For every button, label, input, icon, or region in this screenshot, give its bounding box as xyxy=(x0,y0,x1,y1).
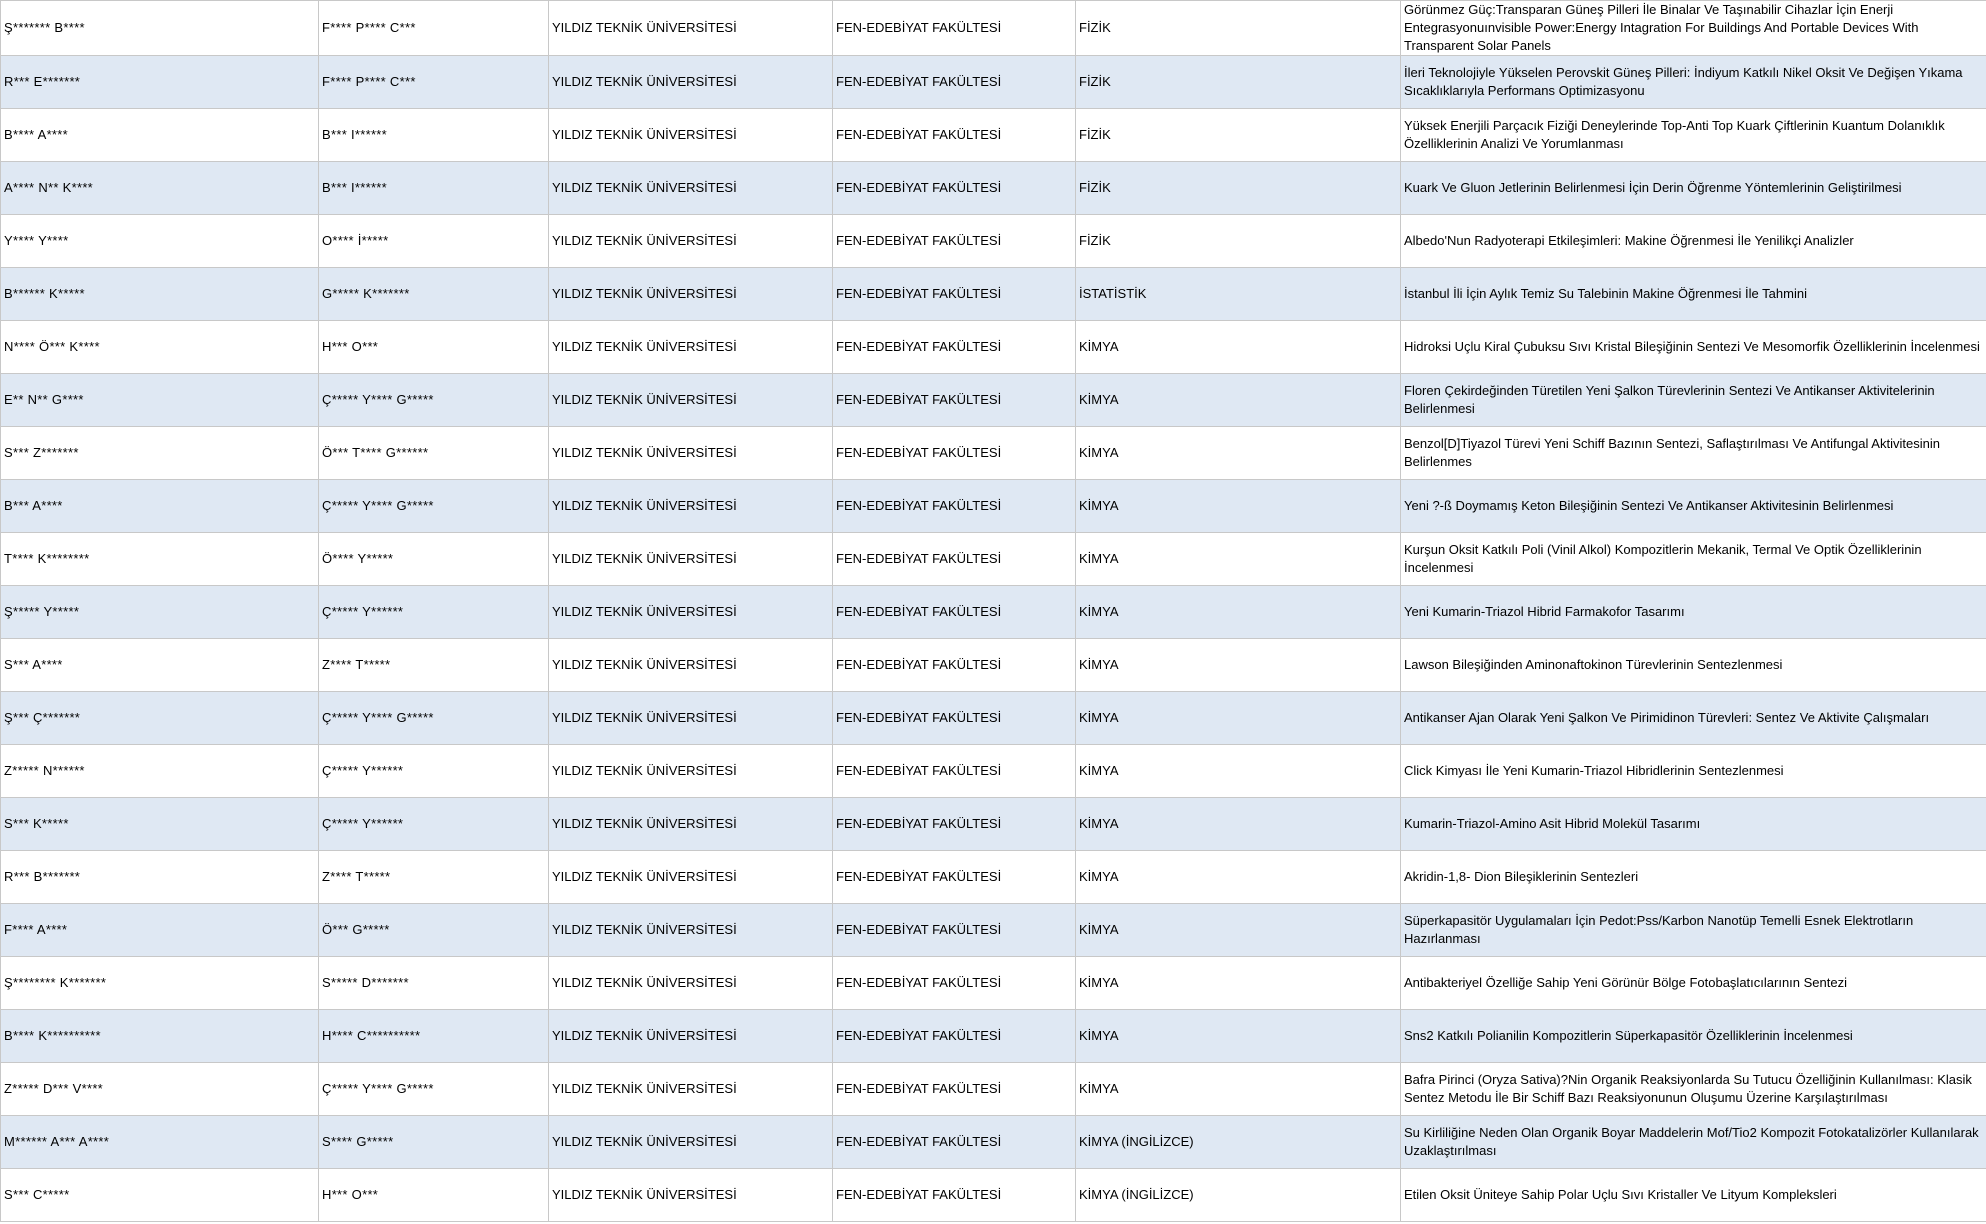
student-name-cell[interactable]: R*** B******* xyxy=(1,851,319,904)
university-cell[interactable]: YILDIZ TEKNİK ÜNİVERSİTESİ xyxy=(549,745,833,798)
faculty-cell[interactable]: FEN-EDEBİYAT FAKÜLTESİ xyxy=(833,162,1076,215)
department-cell[interactable]: KİMYA xyxy=(1076,321,1401,374)
faculty-cell[interactable]: FEN-EDEBİYAT FAKÜLTESİ xyxy=(833,215,1076,268)
table-row[interactable] xyxy=(1,692,1986,745)
table-row[interactable] xyxy=(1,321,1986,374)
thesis-title-cell[interactable]: Benzol[D]Tiyazol Türevi Yeni Schiff Bazının Sentezi, Saflaştırılması Ve Antifungal Aktivitesinin Belirlenmes xyxy=(1401,427,1986,480)
table-row[interactable] xyxy=(1,1,1986,56)
faculty-cell[interactable]: FEN-EDEBİYAT FAKÜLTESİ xyxy=(833,56,1076,109)
table-row[interactable] xyxy=(1,798,1986,851)
university-cell[interactable]: YILDIZ TEKNİK ÜNİVERSİTESİ xyxy=(549,374,833,427)
faculty-cell[interactable]: FEN-EDEBİYAT FAKÜLTESİ xyxy=(833,1010,1076,1063)
university-cell[interactable]: YILDIZ TEKNİK ÜNİVERSİTESİ xyxy=(549,586,833,639)
department-cell[interactable]: İSTATİSTİK xyxy=(1076,268,1401,321)
student-name-cell[interactable]: Y**** Y**** xyxy=(1,215,319,268)
faculty-cell[interactable]: FEN-EDEBİYAT FAKÜLTESİ xyxy=(833,1169,1076,1222)
advisor-name-cell[interactable]: Ç***** Y**** G***** xyxy=(319,1063,549,1116)
university-cell[interactable]: YILDIZ TEKNİK ÜNİVERSİTESİ xyxy=(549,1010,833,1063)
thesis-title-cell[interactable]: Lawson Bileşiğinden Aminonaftokinon Türevlerinin Sentezlenmesi xyxy=(1401,639,1986,692)
university-cell[interactable]: YILDIZ TEKNİK ÜNİVERSİTESİ xyxy=(549,692,833,745)
faculty-cell[interactable]: FEN-EDEBİYAT FAKÜLTESİ xyxy=(833,427,1076,480)
department-cell[interactable]: KİMYA xyxy=(1076,957,1401,1010)
thesis-title-cell[interactable]: Yeni Kumarin-Triazol Hibrid Farmakofor Tasarımı xyxy=(1401,586,1986,639)
thesis-title-cell[interactable]: Floren Çekirdeğinden Türetilen Yeni Şalkon Türevlerinin Sentezi Ve Antikanser Aktivitelerinin Belirlenmesi xyxy=(1401,374,1986,427)
faculty-cell[interactable]: FEN-EDEBİYAT FAKÜLTESİ xyxy=(833,321,1076,374)
university-cell[interactable]: YILDIZ TEKNİK ÜNİVERSİTESİ xyxy=(549,162,833,215)
university-cell[interactable]: YILDIZ TEKNİK ÜNİVERSİTESİ xyxy=(549,321,833,374)
faculty-cell[interactable]: FEN-EDEBİYAT FAKÜLTESİ xyxy=(833,1116,1076,1169)
thesis-title-cell[interactable]: Antibakteriyel Özelliğe Sahip Yeni Görünür Bölge Fotobaşlatıcılarının Sentezi xyxy=(1401,957,1986,1010)
student-name-cell[interactable]: S*** C***** xyxy=(1,1169,319,1222)
faculty-cell[interactable]: FEN-EDEBİYAT FAKÜLTESİ xyxy=(833,904,1076,957)
faculty-cell[interactable]: FEN-EDEBİYAT FAKÜLTESİ xyxy=(833,957,1076,1010)
university-cell[interactable]: YILDIZ TEKNİK ÜNİVERSİTESİ xyxy=(549,798,833,851)
university-cell[interactable]: YILDIZ TEKNİK ÜNİVERSİTESİ xyxy=(549,109,833,162)
table-row[interactable] xyxy=(1,480,1986,533)
table-row[interactable] xyxy=(1,1010,1986,1063)
university-cell[interactable]: YILDIZ TEKNİK ÜNİVERSİTESİ xyxy=(549,215,833,268)
thesis-title-cell[interactable]: Antikanser Ajan Olarak Yeni Şalkon Ve Pirimidinon Türevleri: Sentez Ve Aktivite Çalışmaları xyxy=(1401,692,1986,745)
advisor-name-cell[interactable]: G***** K******* xyxy=(319,268,549,321)
faculty-cell[interactable]: FEN-EDEBİYAT FAKÜLTESİ xyxy=(833,745,1076,798)
department-cell[interactable]: KİMYA xyxy=(1076,1063,1401,1116)
thesis-title-cell[interactable]: Etilen Oksit Üniteye Sahip Polar Uçlu Sıvı Kristaller Ve Lityum Kompleksleri xyxy=(1401,1169,1986,1222)
advisor-name-cell[interactable]: H*** O*** xyxy=(319,321,549,374)
university-cell[interactable]: YILDIZ TEKNİK ÜNİVERSİTESİ xyxy=(549,1063,833,1116)
student-name-cell[interactable]: B*** A**** xyxy=(1,480,319,533)
university-cell[interactable]: YILDIZ TEKNİK ÜNİVERSİTESİ xyxy=(549,268,833,321)
faculty-cell[interactable]: FEN-EDEBİYAT FAKÜLTESİ xyxy=(833,533,1076,586)
faculty-cell[interactable]: FEN-EDEBİYAT FAKÜLTESİ xyxy=(833,639,1076,692)
student-name-cell[interactable]: N**** Ö*** K**** xyxy=(1,321,319,374)
university-cell[interactable]: YILDIZ TEKNİK ÜNİVERSİTESİ xyxy=(549,427,833,480)
student-name-cell[interactable]: Ş*** Ç******* xyxy=(1,692,319,745)
thesis-title-cell[interactable]: Kuark Ve Gluon Jetlerinin Belirlenmesi İçin Derin Öğrenme Yöntemlerinin Geliştirilmesi xyxy=(1401,162,1986,215)
department-cell[interactable]: KİMYA xyxy=(1076,745,1401,798)
faculty-cell[interactable]: FEN-EDEBİYAT FAKÜLTESİ xyxy=(833,268,1076,321)
faculty-cell[interactable]: FEN-EDEBİYAT FAKÜLTESİ xyxy=(833,1,1076,56)
student-name-cell[interactable]: S*** A**** xyxy=(1,639,319,692)
thesis-title-cell[interactable]: Su Kirliliğine Neden Olan Organik Boyar Maddelerin Mof/Tio2 Kompozit Fotokatalizörler Kullanılarak Uzaklaştırılması xyxy=(1401,1116,1986,1169)
student-name-cell[interactable]: Ş******* B**** xyxy=(1,1,319,56)
faculty-cell[interactable]: FEN-EDEBİYAT FAKÜLTESİ xyxy=(833,480,1076,533)
department-cell[interactable]: FİZİK xyxy=(1076,162,1401,215)
university-cell[interactable]: YILDIZ TEKNİK ÜNİVERSİTESİ xyxy=(549,480,833,533)
department-cell[interactable]: KİMYA xyxy=(1076,586,1401,639)
thesis-title-cell[interactable]: Yeni ?-ß Doymamış Keton Bileşiğinin Sentezi Ve Antikanser Aktivitesinin Belirlenmesi xyxy=(1401,480,1986,533)
table-row[interactable] xyxy=(1,427,1986,480)
thesis-title-cell[interactable]: İleri Teknolojiyle Yükselen Perovskit Güneş Pilleri: İndiyum Katkılı Nikel Oksit Ve Değişen Yıkama Sıcaklıklarıyla Performans Optimizasyonu xyxy=(1401,56,1986,109)
university-cell[interactable]: YILDIZ TEKNİK ÜNİVERSİTESİ xyxy=(549,851,833,904)
student-name-cell[interactable]: Z***** N****** xyxy=(1,745,319,798)
advisor-name-cell[interactable]: B*** I****** xyxy=(319,162,549,215)
university-cell[interactable]: YILDIZ TEKNİK ÜNİVERSİTESİ xyxy=(549,533,833,586)
faculty-cell[interactable]: FEN-EDEBİYAT FAKÜLTESİ xyxy=(833,1063,1076,1116)
faculty-cell[interactable]: FEN-EDEBİYAT FAKÜLTESİ xyxy=(833,798,1076,851)
thesis-title-cell[interactable]: Kumarin-Triazol-Amino Asit Hibrid Molekül Tasarımı xyxy=(1401,798,1986,851)
table-row[interactable] xyxy=(1,639,1986,692)
university-cell[interactable]: YILDIZ TEKNİK ÜNİVERSİTESİ xyxy=(549,957,833,1010)
student-name-cell[interactable]: B**** A**** xyxy=(1,109,319,162)
university-cell[interactable]: YILDIZ TEKNİK ÜNİVERSİTESİ xyxy=(549,904,833,957)
table-row[interactable] xyxy=(1,1169,1986,1222)
table-row[interactable] xyxy=(1,162,1986,215)
table-row[interactable] xyxy=(1,268,1986,321)
table-row[interactable] xyxy=(1,56,1986,109)
table-row[interactable] xyxy=(1,586,1986,639)
thesis-title-cell[interactable]: İstanbul İli İçin Aylık Temiz Su Talebinin Makine Öğrenmesi İle Tahmini xyxy=(1401,268,1986,321)
faculty-cell[interactable]: FEN-EDEBİYAT FAKÜLTESİ xyxy=(833,374,1076,427)
advisor-name-cell[interactable]: Ö**** Y***** xyxy=(319,533,549,586)
student-name-cell[interactable]: F**** A**** xyxy=(1,904,319,957)
student-name-cell[interactable]: B****** K***** xyxy=(1,268,319,321)
department-cell[interactable]: FİZİK xyxy=(1076,109,1401,162)
student-name-cell[interactable]: T**** K******** xyxy=(1,533,319,586)
table-row[interactable] xyxy=(1,1063,1986,1116)
university-cell[interactable]: YILDIZ TEKNİK ÜNİVERSİTESİ xyxy=(549,639,833,692)
department-cell[interactable]: FİZİK xyxy=(1076,56,1401,109)
university-cell[interactable]: YILDIZ TEKNİK ÜNİVERSİTESİ xyxy=(549,1169,833,1222)
advisor-name-cell[interactable]: F**** P**** C*** xyxy=(319,1,549,56)
thesis-title-cell[interactable]: Görünmez Güç:Transparan Güneş Pilleri İle Binalar Ve Taşınabilir Cihazlar İçin Enerji Entegrasyonuınvisible Power:Energy Intagration For Buildings And Portable Devices With Transparent Solar Panels xyxy=(1401,1,1986,56)
student-name-cell[interactable]: E** N** G**** xyxy=(1,374,319,427)
advisor-name-cell[interactable]: Ç***** Y**** G***** xyxy=(319,692,549,745)
student-name-cell[interactable]: S*** K***** xyxy=(1,798,319,851)
advisor-name-cell[interactable]: B*** I****** xyxy=(319,109,549,162)
thesis-title-cell[interactable]: Click Kimyası İle Yeni Kumarin-Triazol Hibridlerinin Sentezlenmesi xyxy=(1401,745,1986,798)
university-cell[interactable]: YILDIZ TEKNİK ÜNİVERSİTESİ xyxy=(549,56,833,109)
advisor-name-cell[interactable]: Ç***** Y****** xyxy=(319,586,549,639)
advisor-name-cell[interactable]: S***** D******* xyxy=(319,957,549,1010)
thesis-title-cell[interactable]: Sns2 Katkılı Polianilin Kompozitlerin Süperkapasitör Özelliklerinin İncelenmesi xyxy=(1401,1010,1986,1063)
advisor-name-cell[interactable]: O**** İ***** xyxy=(319,215,549,268)
advisor-name-cell[interactable]: Z**** T***** xyxy=(319,639,549,692)
student-name-cell[interactable]: Ş******** K******* xyxy=(1,957,319,1010)
advisor-name-cell[interactable]: Ç***** Y****** xyxy=(319,798,549,851)
advisor-name-cell[interactable]: S**** G***** xyxy=(319,1116,549,1169)
advisor-name-cell[interactable]: Ç***** Y**** G***** xyxy=(319,374,549,427)
student-name-cell[interactable]: B**** K********** xyxy=(1,1010,319,1063)
student-name-cell[interactable]: R*** E******* xyxy=(1,56,319,109)
student-name-cell[interactable]: M****** A*** A**** xyxy=(1,1116,319,1169)
thesis-title-cell[interactable]: Yüksek Enerjili Parçacık Fiziği Deneylerinde Top-Anti Top Kuark Çiftlerinin Kuantum Dolanıklık Özelliklerinin Analizi Ve Yorumlanması xyxy=(1401,109,1986,162)
advisor-name-cell[interactable]: Ö*** T**** G****** xyxy=(319,427,549,480)
department-cell[interactable]: KİMYA (İNGİLİZCE) xyxy=(1076,1169,1401,1222)
table-row[interactable] xyxy=(1,533,1986,586)
faculty-cell[interactable]: FEN-EDEBİYAT FAKÜLTESİ xyxy=(833,851,1076,904)
faculty-cell[interactable]: FEN-EDEBİYAT FAKÜLTESİ xyxy=(833,692,1076,745)
department-cell[interactable]: KİMYA xyxy=(1076,427,1401,480)
department-cell[interactable]: KİMYA (İNGİLİZCE) xyxy=(1076,1116,1401,1169)
thesis-title-cell[interactable]: Albedo'Nun Radyoterapi Etkileşimleri: Makine Öğrenmesi İle Yenilikçi Analizler xyxy=(1401,215,1986,268)
department-cell[interactable]: KİMYA xyxy=(1076,904,1401,957)
table-row[interactable] xyxy=(1,374,1986,427)
department-cell[interactable]: KİMYA xyxy=(1076,692,1401,745)
table-body xyxy=(1,1,1986,1222)
department-cell[interactable]: KİMYA xyxy=(1076,480,1401,533)
advisor-name-cell[interactable]: Ö*** G***** xyxy=(319,904,549,957)
advisor-name-cell[interactable]: Ç***** Y**** G***** xyxy=(319,480,549,533)
advisor-name-cell[interactable]: Z**** T***** xyxy=(319,851,549,904)
advisor-name-cell[interactable]: F**** P**** C*** xyxy=(319,56,549,109)
department-cell[interactable]: KİMYA xyxy=(1076,851,1401,904)
student-name-cell[interactable]: S*** Z******* xyxy=(1,427,319,480)
university-cell[interactable]: YILDIZ TEKNİK ÜNİVERSİTESİ xyxy=(549,1,833,56)
university-cell[interactable]: YILDIZ TEKNİK ÜNİVERSİTESİ xyxy=(549,1116,833,1169)
advisor-name-cell[interactable]: H**** C********** xyxy=(319,1010,549,1063)
table-row[interactable] xyxy=(1,109,1986,162)
advisor-name-cell[interactable]: H*** O*** xyxy=(319,1169,549,1222)
department-cell[interactable]: KİMYA xyxy=(1076,374,1401,427)
thesis-title-cell[interactable]: Süperkapasitör Uygulamaları İçin Pedot:Pss/Karbon Nanotüp Temelli Esnek Elektrotların Hazırlanması xyxy=(1401,904,1986,957)
department-cell[interactable]: KİMYA xyxy=(1076,533,1401,586)
faculty-cell[interactable]: FEN-EDEBİYAT FAKÜLTESİ xyxy=(833,586,1076,639)
table-row[interactable] xyxy=(1,904,1986,957)
student-name-cell[interactable]: Ş***** Y***** xyxy=(1,586,319,639)
department-cell[interactable]: KİMYA xyxy=(1076,1010,1401,1063)
table-row[interactable] xyxy=(1,745,1986,798)
department-cell[interactable]: FİZİK xyxy=(1076,215,1401,268)
table-row[interactable] xyxy=(1,851,1986,904)
thesis-title-cell[interactable]: Bafra Pirinci (Oryza Sativa)?Nin Organik Reaksiyonlarda Su Tutucu Özelliğinin Kullanılması: Klasik Sentez Metodu İle Bir Schiff Bazı Reaksiyonunun Oluşumu Üzerine Karşılaştırılması xyxy=(1401,1063,1986,1116)
department-cell[interactable]: KİMYA xyxy=(1076,639,1401,692)
thesis-title-cell[interactable]: Akridin-1,8- Dion Bileşiklerinin Sentezleri xyxy=(1401,851,1986,904)
student-name-cell[interactable]: A**** N** K**** xyxy=(1,162,319,215)
department-cell[interactable]: FİZİK xyxy=(1076,1,1401,56)
advisor-name-cell[interactable]: Ç***** Y****** xyxy=(319,745,549,798)
table-row[interactable] xyxy=(1,215,1986,268)
table-row[interactable] xyxy=(1,957,1986,1010)
faculty-cell[interactable]: FEN-EDEBİYAT FAKÜLTESİ xyxy=(833,109,1076,162)
thesis-title-cell[interactable]: Hidroksi Uçlu Kiral Çubuksu Sıvı Kristal Bileşiğinin Sentezi Ve Mesomorfik Özelliklerinin İncelenmesi xyxy=(1401,321,1986,374)
student-name-cell[interactable]: Z***** D*** V**** xyxy=(1,1063,319,1116)
thesis-title-cell[interactable]: Kurşun Oksit Katkılı Poli (Vinil Alkol) Kompozitlerin Mekanik, Termal Ve Optik Özelliklerinin İncelenmesi xyxy=(1401,533,1986,586)
table-row[interactable] xyxy=(1,1116,1986,1169)
department-cell[interactable]: KİMYA xyxy=(1076,798,1401,851)
